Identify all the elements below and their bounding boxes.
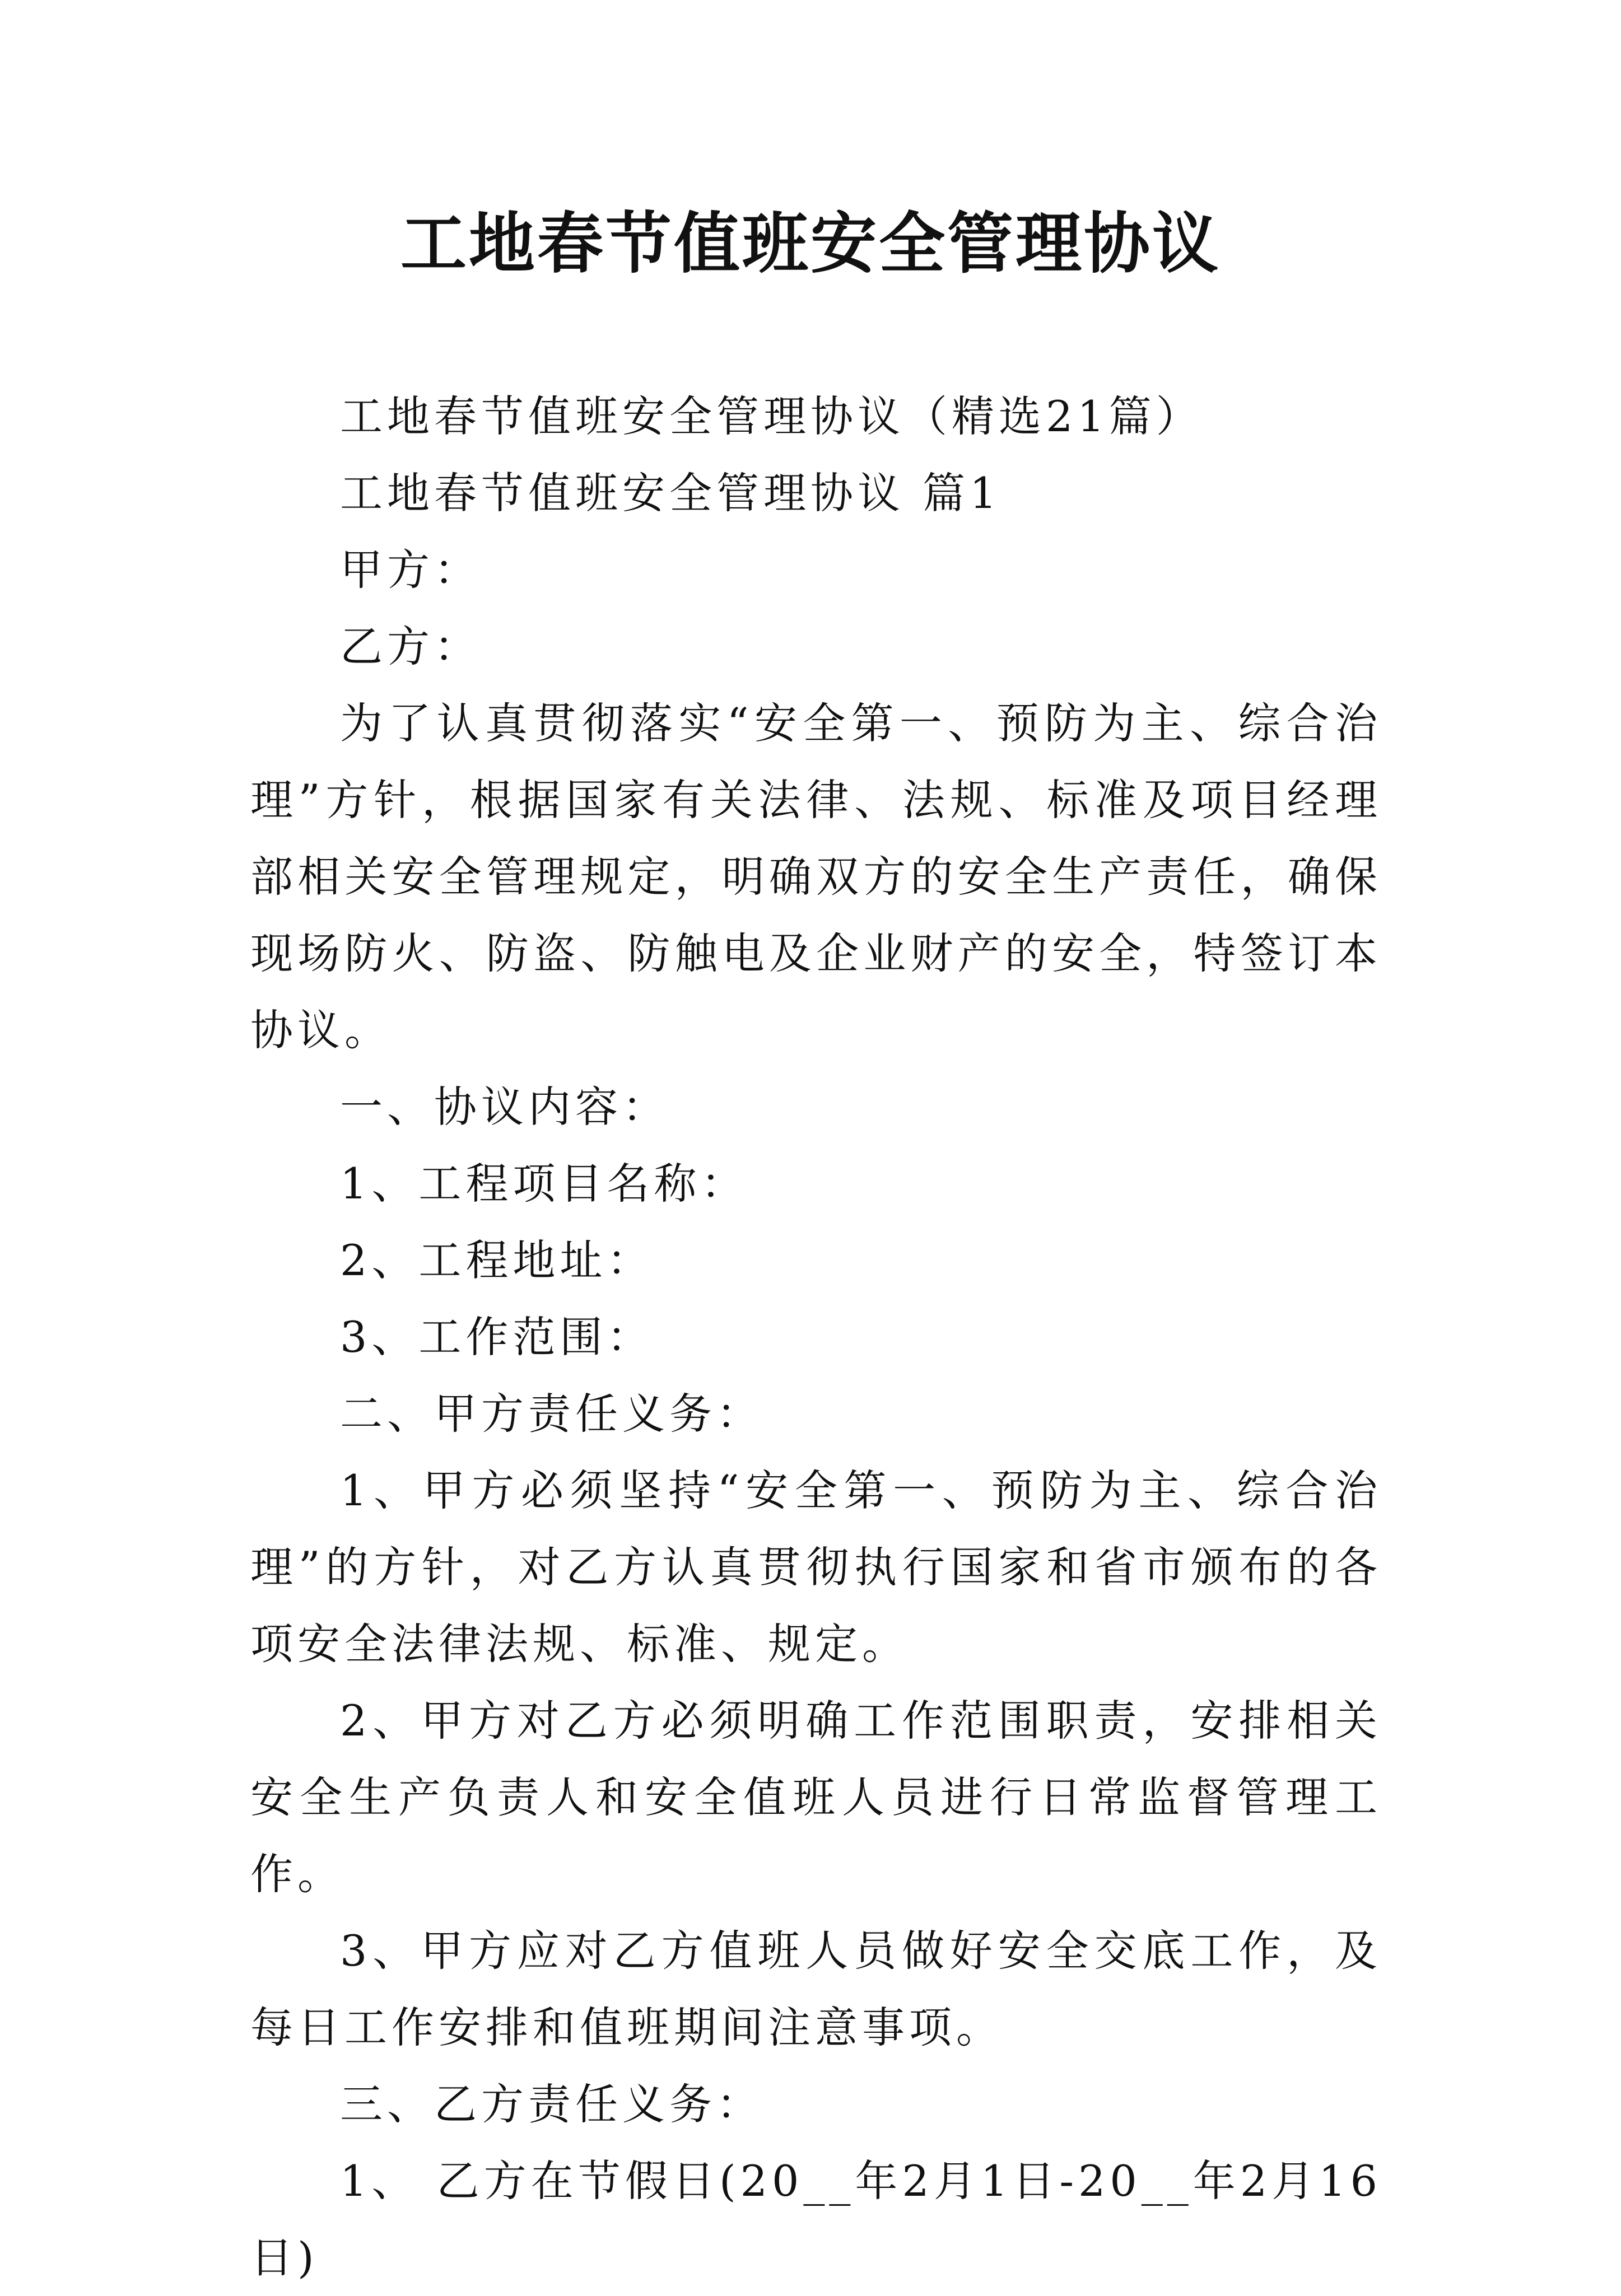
paragraph-party-a-duty-1: 1、甲方必须坚持“安全第一、预防为主、综合治理”的方针，对乙方认真贯彻执行国家和省市颁布的各项安全法律法规、标准、规定。: [250, 1466, 1382, 1669]
paragraph-party-b-duty-1: 1、 乙方在节假日(20__年2月1日-20__年2月16日): [250, 2156, 1382, 2283]
paragraph-preamble: 为了认真贯彻落实“安全第一、预防为主、综合治理”方针，根据国家有关法律、法规、标准及项目经理部相关安全管理规定，明确双方的安全生产责任，确保现场防火、防盗、防触电及企业财产的安全，特签订本协议。: [250, 698, 1382, 1055]
paragraph-clause-1-heading: 一、协议内容：: [340, 1082, 669, 1132]
paragraph-party-b: 乙方：: [340, 622, 481, 671]
paragraph-project-name: 1、工程项目名称：: [340, 1159, 748, 1208]
paragraph-party-a: 甲方：: [340, 545, 481, 595]
paragraph-clause-3-heading: 三、乙方责任义务：: [340, 2079, 763, 2129]
document-title: 工地春节值班安全管理协议: [400, 204, 1221, 282]
document-body: [250, 378, 1382, 2296]
paragraph-work-scope: 3、工作范围：: [340, 1312, 654, 1362]
paragraph-project-address: 2、工程地址：: [340, 1235, 654, 1285]
paragraph-party-a-duty-2: 2、甲方对乙方必须明确工作范围职责，安排相关安全生产负责人和安全值班人员进行日常监督管理工作。: [250, 1696, 1382, 1899]
paragraph-clause-2-heading: 二、甲方责任义务：: [340, 1389, 763, 1439]
paragraph-subtitle: 工地春节值班安全管理协议（精选21篇）: [340, 391, 1203, 441]
paragraph-party-a-duty-3: 3、甲方应对乙方值班人员做好安全交底工作，及每日工作安排和值班期间注意事项。: [250, 1926, 1382, 2052]
paragraph-section-heading: 工地春节值班安全管理协议 篇1: [340, 468, 1002, 518]
